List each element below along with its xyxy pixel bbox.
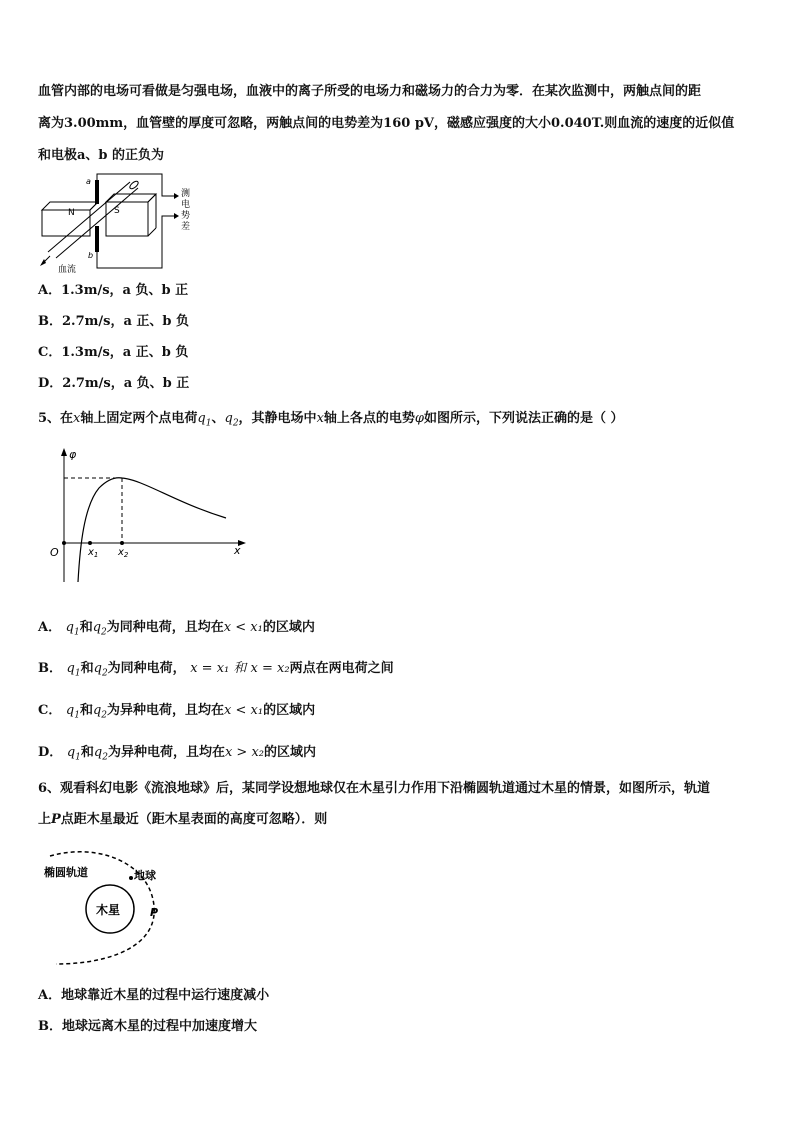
q2-symbol: $q_2$	[92, 703, 108, 721]
x1-var: x	[88, 547, 94, 558]
earth-label: 地球	[134, 869, 156, 882]
potential-graph	[44, 446, 254, 586]
option-tail: 的区域内	[264, 745, 317, 760]
option-text: 2.7m/s，a 负、b 正	[62, 376, 190, 391]
q2-sub: 2	[232, 418, 239, 429]
electrode-a-label: a	[86, 177, 91, 186]
intro-line-3: 和电极a、b 的正负为	[38, 148, 165, 163]
q5-option-d[interactable]	[38, 745, 316, 766]
q5-stem	[38, 411, 624, 432]
option-relation: 为同种电荷，且均在	[106, 620, 224, 635]
measure-label-3: 势	[181, 211, 191, 221]
magnet-s-label: S	[114, 206, 120, 216]
x-axis-label: x	[234, 544, 241, 557]
q5-prefix: 5、在	[38, 411, 74, 426]
electrode-b-label: b	[88, 251, 94, 260]
option-and: 和	[79, 620, 93, 635]
option-tail: 的区域内	[262, 620, 315, 635]
option-letter: B．	[38, 314, 62, 329]
phi-var: φ	[414, 411, 425, 426]
q5-text-2: ，其静电场中	[238, 411, 317, 426]
option-text: 地球靠近木星的过程中运行速度减小	[61, 988, 270, 1003]
q6-option-a[interactable]	[38, 988, 269, 1004]
q2-symbol: $q_2$	[93, 745, 108, 763]
q5-text-1: 轴上固定两个点电荷	[80, 411, 198, 426]
orbit-figure	[40, 848, 190, 970]
option-text: 2.7m/s，a 正、b 负	[62, 314, 190, 329]
p-label: P	[150, 906, 159, 919]
q5-text-4: 如图所示，下列说法正确的是（ ）	[424, 411, 624, 426]
magnet-n-label: N	[68, 208, 75, 218]
option-letter: D．	[38, 745, 63, 760]
option-tail: 的区域内	[263, 703, 316, 718]
option-condition: x < x₁	[223, 620, 263, 635]
option-letter: B．	[38, 661, 62, 676]
q1-sub: 1	[205, 418, 212, 429]
jupiter-label: 木星	[96, 903, 121, 917]
option-text: 1.3m/s，a 负、b 正	[61, 283, 189, 298]
option-text: 地球远离木星的过程中加速度增大	[62, 1019, 258, 1034]
option-letter: A．	[38, 620, 62, 635]
q1-symbol: $q_1$	[66, 745, 81, 763]
x2-var: x	[118, 547, 124, 558]
q2-symbol: $q_2$	[93, 661, 108, 679]
q6-option-b[interactable]	[38, 1019, 257, 1035]
q5-option-c[interactable]	[38, 703, 315, 724]
q5-option-a[interactable]	[38, 620, 315, 641]
option-letter: D．	[38, 376, 63, 391]
measure-label-1: 测	[181, 189, 191, 199]
option-relation: 为异种电荷，且均在	[107, 745, 225, 760]
option-letter: A．	[38, 988, 62, 1003]
x2-sub: 2	[123, 551, 129, 559]
x-var: x	[316, 411, 324, 426]
option-and: 和	[80, 661, 94, 676]
option-condition: x = x₁ 和 x = x₂	[190, 661, 290, 676]
phi-axis-label: φ	[69, 448, 77, 461]
x1-label	[87, 547, 98, 559]
intro-line-2: 离为3.00mm，血管壁的厚度可忽略，两触点间的电势差为160 pV，磁感应强度的大小0.040T.则血流的速度的近似值	[38, 116, 735, 131]
q1-var: q	[197, 411, 206, 426]
q6-stem-line-2	[38, 812, 327, 828]
option-condition: x > x₂	[224, 745, 265, 760]
orbit-label: 椭圆轨道	[44, 866, 88, 879]
measure-label-2: 电	[181, 200, 191, 210]
q4-option-a[interactable]	[38, 283, 188, 299]
q4-option-d[interactable]	[38, 376, 189, 392]
q2-symbol: $q_2$	[92, 620, 107, 638]
option-letter: C．	[38, 345, 62, 360]
intro-line-1: 血管内部的电场可看做是匀强电场，血液中的离子所受的电场力和磁场力的合力为零．在某次监测中，两触点间的距	[38, 84, 702, 99]
q2-var: q	[224, 411, 233, 426]
x1-sub: 1	[93, 551, 99, 559]
blood-flow-figure	[38, 172, 203, 275]
option-relation: 为同种电荷，	[107, 661, 186, 676]
q5-option-b[interactable]	[38, 661, 394, 682]
option-letter: B．	[38, 1019, 62, 1034]
p-var: P	[51, 812, 61, 827]
blood-flow-label: 血流	[58, 265, 77, 275]
option-letter: C．	[38, 703, 62, 718]
q1-symbol: $q_1$	[65, 620, 80, 638]
q6-stem-line-1: 6、观看科幻电影《流浪地球》后，某同学设想地球仅在木星引力作用下沿椭圆轨道通过木星的情景，如图所示，轨道	[38, 781, 711, 796]
option-and: 和	[80, 745, 94, 760]
x2-label	[117, 547, 129, 559]
option-letter: A．	[38, 283, 62, 298]
origin-label: O	[50, 546, 59, 559]
q4-option-b[interactable]	[38, 314, 189, 330]
option-text: 1.3m/s，a 正、b 负	[61, 345, 189, 360]
q5-sep: 、	[211, 411, 225, 426]
q6-text-pre: 上	[38, 812, 52, 827]
q5-text-3: 轴上各点的电势	[323, 411, 415, 426]
x-var: x	[73, 411, 81, 426]
q6-text-post: 点距木星最近（距木星表面的高度可忽略）．则	[60, 812, 328, 827]
option-relation: 为异种电荷，且均在	[107, 703, 225, 718]
q4-option-c[interactable]	[38, 345, 188, 361]
measure-label-4: 差	[181, 222, 191, 232]
option-and: 和	[79, 703, 93, 718]
q1-symbol: $q_1$	[66, 661, 81, 679]
option-tail: 两点在两电荷之间	[289, 661, 394, 676]
q1-symbol: $q_1$	[65, 703, 80, 721]
option-condition: x < x₁	[224, 703, 264, 718]
